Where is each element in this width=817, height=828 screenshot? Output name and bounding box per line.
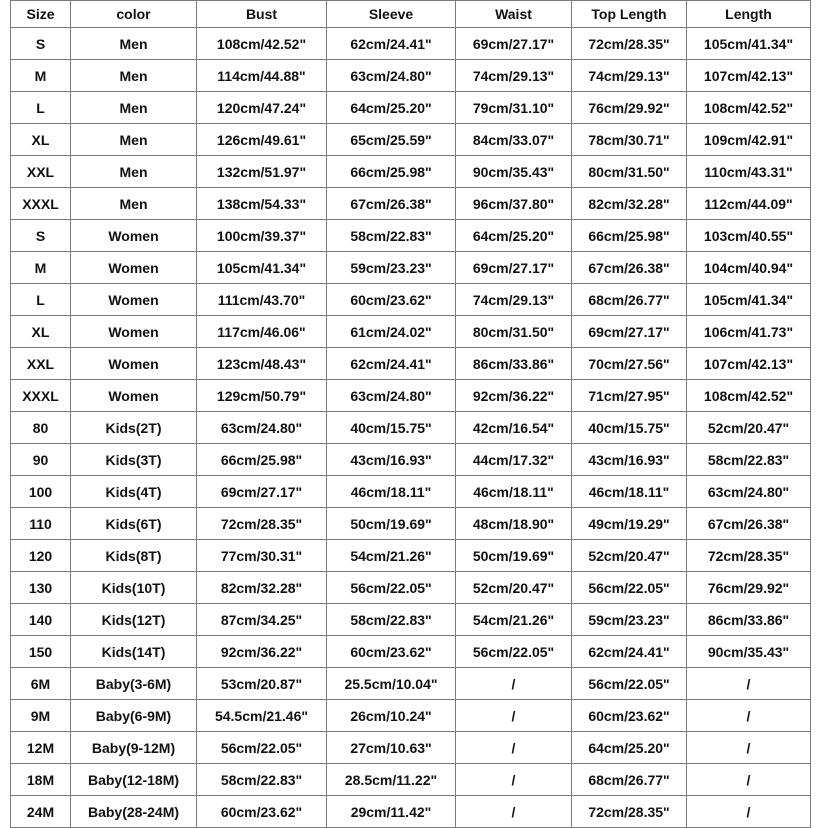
cell-top-length: 71cm/27.95" — [572, 380, 687, 412]
cell-sleeve: 43cm/16.93" — [327, 444, 456, 476]
cell-size: 6M — [11, 668, 71, 700]
table-row — [11, 796, 811, 828]
cell-length: / — [687, 796, 811, 828]
cell-bust: 108cm/42.52" — [197, 28, 327, 60]
table-row — [11, 764, 811, 796]
table-row — [11, 412, 811, 444]
cell-color: Women — [71, 316, 197, 348]
cell-color: Women — [71, 220, 197, 252]
table-row — [11, 316, 811, 348]
header-length: Length — [687, 1, 811, 28]
cell-top-length: 59cm/23.23" — [572, 604, 687, 636]
table-row — [11, 220, 811, 252]
cell-waist: 54cm/21.26" — [456, 604, 572, 636]
cell-size: M — [11, 252, 71, 284]
cell-top-length: 69cm/27.17" — [572, 316, 687, 348]
table-row — [11, 700, 811, 732]
cell-color: Women — [71, 252, 197, 284]
cell-sleeve: 66cm/25.98" — [327, 156, 456, 188]
cell-size: L — [11, 284, 71, 316]
cell-bust: 77cm/30.31" — [197, 540, 327, 572]
cell-bust: 129cm/50.79" — [197, 380, 327, 412]
cell-top-length: 62cm/24.41" — [572, 636, 687, 668]
cell-waist: 90cm/35.43" — [456, 156, 572, 188]
cell-sleeve: 64cm/25.20" — [327, 92, 456, 124]
cell-color: Men — [71, 124, 197, 156]
cell-bust: 63cm/24.80" — [197, 412, 327, 444]
cell-color: Kids(2T) — [71, 412, 197, 444]
cell-bust: 105cm/41.34" — [197, 252, 327, 284]
cell-bust: 69cm/27.17" — [197, 476, 327, 508]
cell-bust: 60cm/23.62" — [197, 796, 327, 828]
cell-waist: 46cm/18.11" — [456, 476, 572, 508]
cell-length: 106cm/41.73" — [687, 316, 811, 348]
cell-color: Men — [71, 60, 197, 92]
cell-color: Kids(8T) — [71, 540, 197, 572]
cell-length: 105cm/41.34" — [687, 28, 811, 60]
cell-waist: 74cm/29.13" — [456, 60, 572, 92]
cell-sleeve: 56cm/22.05" — [327, 572, 456, 604]
cell-length: 108cm/42.52" — [687, 380, 811, 412]
cell-bust: 111cm/43.70" — [197, 284, 327, 316]
cell-size: 130 — [11, 572, 71, 604]
cell-top-length: 43cm/16.93" — [572, 444, 687, 476]
table-row — [11, 732, 811, 764]
cell-top-length: 67cm/26.38" — [572, 252, 687, 284]
cell-waist: 79cm/31.10" — [456, 92, 572, 124]
table-row — [11, 604, 811, 636]
cell-size: XXL — [11, 348, 71, 380]
cell-waist: / — [456, 732, 572, 764]
cell-waist: 56cm/22.05" — [456, 636, 572, 668]
cell-length: 105cm/41.34" — [687, 284, 811, 316]
cell-length: 110cm/43.31" — [687, 156, 811, 188]
cell-size: XL — [11, 124, 71, 156]
cell-waist: 74cm/29.13" — [456, 284, 572, 316]
cell-top-length: 46cm/18.11" — [572, 476, 687, 508]
cell-bust: 120cm/47.24" — [197, 92, 327, 124]
header-size: Size — [11, 1, 71, 28]
cell-sleeve: 62cm/24.41" — [327, 348, 456, 380]
cell-waist: / — [456, 764, 572, 796]
cell-color: Kids(3T) — [71, 444, 197, 476]
table-row — [11, 508, 811, 540]
cell-size: 110 — [11, 508, 71, 540]
cell-waist: 44cm/17.32" — [456, 444, 572, 476]
cell-bust: 53cm/20.87" — [197, 668, 327, 700]
cell-top-length: 49cm/19.29" — [572, 508, 687, 540]
header-sleeve: Sleeve — [327, 1, 456, 28]
table-row — [11, 252, 811, 284]
cell-size: 24M — [11, 796, 71, 828]
cell-length: 72cm/28.35" — [687, 540, 811, 572]
cell-sleeve: 50cm/19.69" — [327, 508, 456, 540]
cell-color: Women — [71, 284, 197, 316]
cell-color: Women — [71, 348, 197, 380]
cell-color: Men — [71, 156, 197, 188]
cell-color: Men — [71, 188, 197, 220]
cell-waist: 92cm/36.22" — [456, 380, 572, 412]
cell-bust: 72cm/28.35" — [197, 508, 327, 540]
cell-waist: 86cm/33.86" — [456, 348, 572, 380]
cell-sleeve: 26cm/10.24" — [327, 700, 456, 732]
cell-waist: / — [456, 668, 572, 700]
cell-bust: 123cm/48.43" — [197, 348, 327, 380]
cell-color: Kids(4T) — [71, 476, 197, 508]
cell-size: S — [11, 28, 71, 60]
cell-length: 112cm/44.09" — [687, 188, 811, 220]
cell-waist: / — [456, 700, 572, 732]
cell-size: 90 — [11, 444, 71, 476]
cell-top-length: 40cm/15.75" — [572, 412, 687, 444]
size-chart-table — [10, 0, 811, 828]
table-body — [11, 28, 811, 828]
cell-waist: 69cm/27.17" — [456, 28, 572, 60]
cell-size: 12M — [11, 732, 71, 764]
cell-sleeve: 58cm/22.83" — [327, 220, 456, 252]
cell-size: XXXL — [11, 188, 71, 220]
cell-color: Baby(9-12M) — [71, 732, 197, 764]
cell-length: 76cm/29.92" — [687, 572, 811, 604]
cell-sleeve: 63cm/24.80" — [327, 60, 456, 92]
cell-size: L — [11, 92, 71, 124]
cell-waist: 52cm/20.47" — [456, 572, 572, 604]
cell-top-length: 56cm/22.05" — [572, 668, 687, 700]
cell-waist: 50cm/19.69" — [456, 540, 572, 572]
cell-sleeve: 60cm/23.62" — [327, 636, 456, 668]
cell-size: XXL — [11, 156, 71, 188]
cell-bust: 56cm/22.05" — [197, 732, 327, 764]
cell-top-length: 74cm/29.13" — [572, 60, 687, 92]
cell-size: 9M — [11, 700, 71, 732]
cell-color: Kids(10T) — [71, 572, 197, 604]
cell-waist: 64cm/25.20" — [456, 220, 572, 252]
cell-sleeve: 54cm/21.26" — [327, 540, 456, 572]
table-header — [11, 1, 811, 28]
cell-sleeve: 65cm/25.59" — [327, 124, 456, 156]
cell-color: Women — [71, 380, 197, 412]
cell-top-length: 64cm/25.20" — [572, 732, 687, 764]
table-row — [11, 636, 811, 668]
table-row — [11, 476, 811, 508]
cell-waist: 42cm/16.54" — [456, 412, 572, 444]
header-row — [11, 1, 811, 28]
cell-size: 80 — [11, 412, 71, 444]
cell-top-length: 60cm/23.62" — [572, 700, 687, 732]
header-waist: Waist — [456, 1, 572, 28]
cell-size: 18M — [11, 764, 71, 796]
cell-length: 67cm/26.38" — [687, 508, 811, 540]
cell-bust: 54.5cm/21.46" — [197, 700, 327, 732]
cell-sleeve: 27cm/10.63" — [327, 732, 456, 764]
header-top-length: Top Length — [572, 1, 687, 28]
cell-color: Kids(6T) — [71, 508, 197, 540]
cell-top-length: 72cm/28.35" — [572, 28, 687, 60]
cell-sleeve: 63cm/24.80" — [327, 380, 456, 412]
table-row — [11, 92, 811, 124]
cell-sleeve: 40cm/15.75" — [327, 412, 456, 444]
cell-length: 52cm/20.47" — [687, 412, 811, 444]
cell-color: Baby(28-24M) — [71, 796, 197, 828]
cell-sleeve: 58cm/22.83" — [327, 604, 456, 636]
cell-length: 63cm/24.80" — [687, 476, 811, 508]
cell-sleeve: 25.5cm/10.04" — [327, 668, 456, 700]
cell-bust: 87cm/34.25" — [197, 604, 327, 636]
table-row — [11, 444, 811, 476]
cell-length: 108cm/42.52" — [687, 92, 811, 124]
cell-length: 86cm/33.86" — [687, 604, 811, 636]
cell-waist: 80cm/31.50" — [456, 316, 572, 348]
cell-length: 107cm/42.13" — [687, 60, 811, 92]
cell-bust: 132cm/51.97" — [197, 156, 327, 188]
cell-color: Baby(3-6M) — [71, 668, 197, 700]
cell-length: 90cm/35.43" — [687, 636, 811, 668]
cell-bust: 100cm/39.37" — [197, 220, 327, 252]
table-row — [11, 156, 811, 188]
table-row — [11, 124, 811, 156]
table-row — [11, 28, 811, 60]
table-row — [11, 188, 811, 220]
cell-bust: 66cm/25.98" — [197, 444, 327, 476]
cell-length: 104cm/40.94" — [687, 252, 811, 284]
cell-length: 58cm/22.83" — [687, 444, 811, 476]
table-row — [11, 540, 811, 572]
cell-sleeve: 62cm/24.41" — [327, 28, 456, 60]
cell-length: / — [687, 668, 811, 700]
cell-bust: 92cm/36.22" — [197, 636, 327, 668]
cell-size: 150 — [11, 636, 71, 668]
cell-sleeve: 29cm/11.42" — [327, 796, 456, 828]
cell-color: Kids(14T) — [71, 636, 197, 668]
cell-top-length: 82cm/32.28" — [572, 188, 687, 220]
cell-waist: 84cm/33.07" — [456, 124, 572, 156]
cell-top-length: 68cm/26.77" — [572, 764, 687, 796]
cell-size: 100 — [11, 476, 71, 508]
cell-color: Baby(6-9M) — [71, 700, 197, 732]
cell-length: 109cm/42.91" — [687, 124, 811, 156]
cell-sleeve: 61cm/24.02" — [327, 316, 456, 348]
cell-size: XXXL — [11, 380, 71, 412]
cell-color: Baby(12-18M) — [71, 764, 197, 796]
cell-top-length: 76cm/29.92" — [572, 92, 687, 124]
cell-top-length: 56cm/22.05" — [572, 572, 687, 604]
cell-sleeve: 67cm/26.38" — [327, 188, 456, 220]
cell-size: 140 — [11, 604, 71, 636]
cell-length: 107cm/42.13" — [687, 348, 811, 380]
table-row — [11, 572, 811, 604]
cell-top-length: 68cm/26.77" — [572, 284, 687, 316]
cell-bust: 126cm/49.61" — [197, 124, 327, 156]
cell-top-length: 80cm/31.50" — [572, 156, 687, 188]
cell-sleeve: 28.5cm/11.22" — [327, 764, 456, 796]
table-row — [11, 668, 811, 700]
cell-waist: 48cm/18.90" — [456, 508, 572, 540]
cell-top-length: 78cm/30.71" — [572, 124, 687, 156]
table-row — [11, 284, 811, 316]
cell-size: 120 — [11, 540, 71, 572]
cell-bust: 58cm/22.83" — [197, 764, 327, 796]
cell-waist: 69cm/27.17" — [456, 252, 572, 284]
cell-top-length: 70cm/27.56" — [572, 348, 687, 380]
cell-length: 103cm/40.55" — [687, 220, 811, 252]
cell-color: Men — [71, 28, 197, 60]
cell-size: XL — [11, 316, 71, 348]
cell-bust: 114cm/44.88" — [197, 60, 327, 92]
header-color: color — [71, 1, 197, 28]
cell-length: / — [687, 732, 811, 764]
cell-sleeve: 60cm/23.62" — [327, 284, 456, 316]
cell-top-length: 66cm/25.98" — [572, 220, 687, 252]
cell-sleeve: 59cm/23.23" — [327, 252, 456, 284]
cell-bust: 82cm/32.28" — [197, 572, 327, 604]
table-row — [11, 380, 811, 412]
cell-size: M — [11, 60, 71, 92]
table-row — [11, 60, 811, 92]
cell-top-length: 52cm/20.47" — [572, 540, 687, 572]
header-bust: Bust — [197, 1, 327, 28]
cell-color: Kids(12T) — [71, 604, 197, 636]
cell-top-length: 72cm/28.35" — [572, 796, 687, 828]
cell-size: S — [11, 220, 71, 252]
cell-waist: 96cm/37.80" — [456, 188, 572, 220]
cell-bust: 117cm/46.06" — [197, 316, 327, 348]
cell-sleeve: 46cm/18.11" — [327, 476, 456, 508]
cell-bust: 138cm/54.33" — [197, 188, 327, 220]
cell-color: Men — [71, 92, 197, 124]
cell-length: / — [687, 764, 811, 796]
cell-waist: / — [456, 796, 572, 828]
table-row — [11, 348, 811, 380]
cell-length: / — [687, 700, 811, 732]
